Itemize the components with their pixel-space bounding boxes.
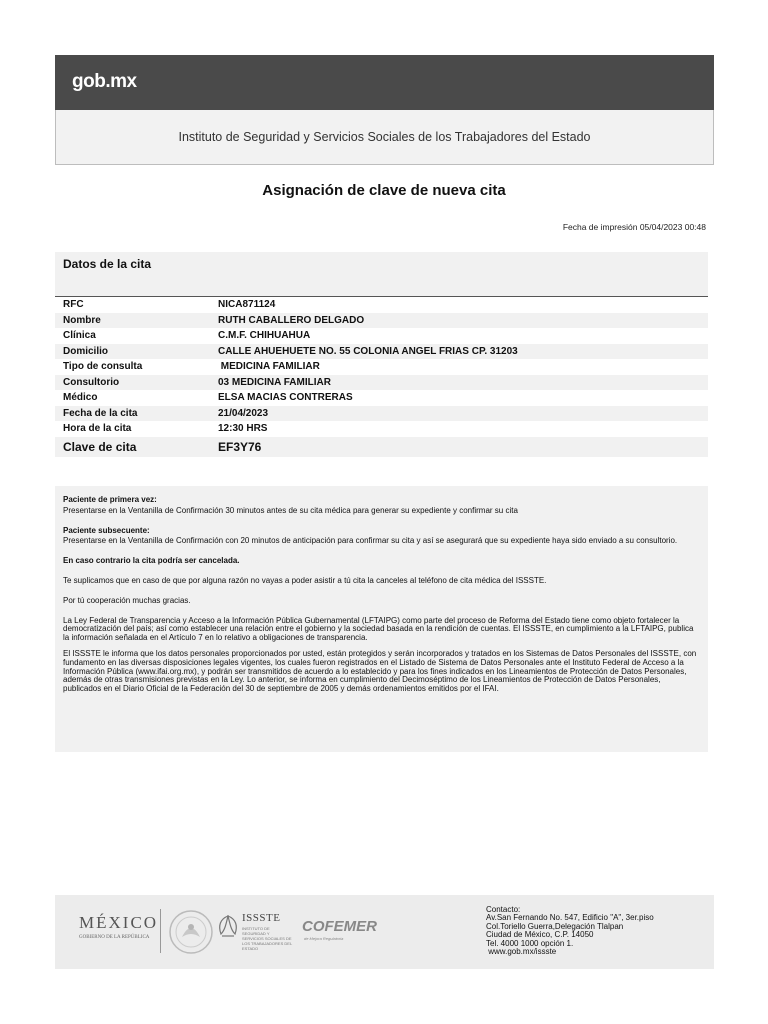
table-row-nombre xyxy=(55,313,708,329)
subsequent-title: Paciente subsecuente: xyxy=(63,525,150,535)
gob-mx-logo[interactable]: gob.mx xyxy=(72,71,137,92)
page-title: Asignación de clave de nueva cita xyxy=(262,182,506,199)
gob-header-bar xyxy=(55,55,714,110)
appointment-table xyxy=(55,296,708,457)
row-label: Tipo de consulta xyxy=(63,361,143,373)
first-visit-title: Paciente de primera vez: xyxy=(63,495,157,504)
transparency-text: La Ley Federal de Transparencia y Acceso a la Información Pública Gubernamental (LFTAIPG) como parte del proceso de Reforma del Estado tiene como objeto fortalecer la democratización del país; así como establecer una relación entre el gobierno y la sociedad basada en la rendición de cuentas. El ISSSTE, en cumplimiento a la LFTAIPG, publica la información señalada en el Artículo 7 en lo relativo a obligaciones de transparencia. xyxy=(63,615,694,643)
contact-phone: Tel. 4000 1000 opción 1. xyxy=(486,938,574,948)
subsequent-text: Presentarse en la Ventanilla de Confirmación con 20 minutos de anticipación para confirmar su cita y así se asegurará que su expediente haya sido enviado a su consultorio. xyxy=(63,536,678,546)
contact-city: Ciudad de México, C.P. 14050 xyxy=(486,930,594,940)
institute-name: Instituto de Seguridad y Servicios Sociales de los Trabajadores del Estado xyxy=(178,130,591,144)
row-label: Hora de la cita xyxy=(63,423,132,435)
row-value: 21/04/2023 xyxy=(218,407,269,419)
privacy-text: El ISSSTE le informa que los datos personales proporcionados por usted, están protegidos y serán incorporados y tratados en los Sistemas de Datos Personales del ISSSTE, con fundamento en las diversas disposiciones legales vigentes, los cuales fueron registrados en el Listado de Sistema de Datos Personales ante el Instituto Federal de Acceso a la Información Pública (www.ifai.org.mx), y podrán ser transmitidos de acuerdo a lo establecido y para los fines indicados en los Lineamientos de Protección de Datos Personales, además de otras transmisiones previstas en la Ley. Lo anterior, se informa en cumplimiento del Decimoséptimo de los Lineamientos de Protección de Datos Personales, publicados en el Diario Oficial de la Federación del 30 de septiembre de 2005 y demás ordenamientos emitidos por el IFAI. xyxy=(63,648,697,694)
table-row-rfc xyxy=(55,297,708,313)
divider xyxy=(160,909,161,953)
contact-title: Contacto: xyxy=(486,905,521,914)
appointment-code: EF3Y76 xyxy=(218,439,262,454)
row-label: Clave de cita xyxy=(63,439,137,454)
cofemer-logo-text: COFEMER xyxy=(302,918,377,935)
mexico-logo-subtitle: GOBIERNO DE LA REPÚBLICA xyxy=(79,935,150,940)
row-value: 03 MEDICINA FAMILIAR xyxy=(218,376,331,388)
contact-block xyxy=(486,906,654,956)
instructions-panel xyxy=(55,486,708,752)
row-value: CALLE AHUEHUETE NO. 55 COLONIA ANGEL FRIAS CP. 31203 xyxy=(218,345,518,357)
section-title: Datos de la cita xyxy=(63,257,152,271)
issste-emblem-icon xyxy=(215,913,241,939)
table-row-clinica xyxy=(55,328,708,344)
row-value: C.M.F. CHIHUAHUA xyxy=(218,330,311,342)
row-label: Médico xyxy=(63,392,98,404)
cancel-warning: En caso contrario la cita podría ser cancelada. xyxy=(63,556,240,566)
row-label: Domicilio xyxy=(63,345,109,357)
table-row-fecha xyxy=(55,406,708,422)
cofemer-logo-subtitle: de Mejora Regulatoria xyxy=(304,936,344,941)
institute-banner xyxy=(55,110,714,165)
cofemer-logo-icon xyxy=(300,911,377,945)
row-value: 12:30 HRS xyxy=(218,423,268,435)
row-label: Consultorio xyxy=(63,376,120,388)
table-row-domicilio xyxy=(55,344,708,360)
table-row-clave xyxy=(55,437,708,457)
issste-logo: ISSSTE xyxy=(242,912,281,924)
table-row-consultorio xyxy=(55,375,708,391)
row-label: Fecha de la cita xyxy=(63,407,138,419)
appointment-section-header xyxy=(55,252,708,296)
footer xyxy=(55,895,714,969)
cancel-request: Te suplicamos que en caso de que por alguna razón no vayas a poder asistir a tú cita la canceles al teléfono de cita médica del ISSSTE. xyxy=(63,575,547,585)
row-value: RUTH CABALLERO DELGADO xyxy=(218,314,365,326)
row-value: MEDICINA FAMILIAR xyxy=(218,361,320,373)
table-row-tipo-consulta xyxy=(55,359,708,375)
contact-website-link[interactable]: www.gob.mx/issste xyxy=(486,947,557,957)
issste-logo-subtitle: INSTITUTO DE SEGURIDAD Y SERVICIOS SOCIALES DE LOS TRABAJADORES DEL ESTADO xyxy=(242,926,293,951)
table-row-hora xyxy=(55,421,708,437)
print-date: Fecha de impresión 05/04/2023 00:48 xyxy=(562,222,706,232)
first-visit-text: Presentarse en la Ventanilla de Confirmación 30 minutos antes de su cita médica para generar su expediente y confirmar su cita xyxy=(63,505,518,515)
mexico-logo: MÉXICO xyxy=(79,913,159,932)
row-value: NICA871124 xyxy=(218,299,276,311)
table-row-medico xyxy=(55,390,708,406)
row-label: Nombre xyxy=(63,314,101,326)
row-label: RFC xyxy=(63,299,84,311)
contact-address: Av.San Fernando No. 547, Edificio "A", 3er.piso xyxy=(486,913,654,923)
thanks-text: Por tú cooperación muchas gracias. xyxy=(63,595,191,605)
row-value: ELSA MACIAS CONTRERAS xyxy=(218,392,353,404)
contact-colony: Col.Toriello Guerra,Delegación Tlalpan xyxy=(486,921,624,931)
national-seal-icon xyxy=(168,907,214,957)
row-label: Clínica xyxy=(63,330,96,342)
